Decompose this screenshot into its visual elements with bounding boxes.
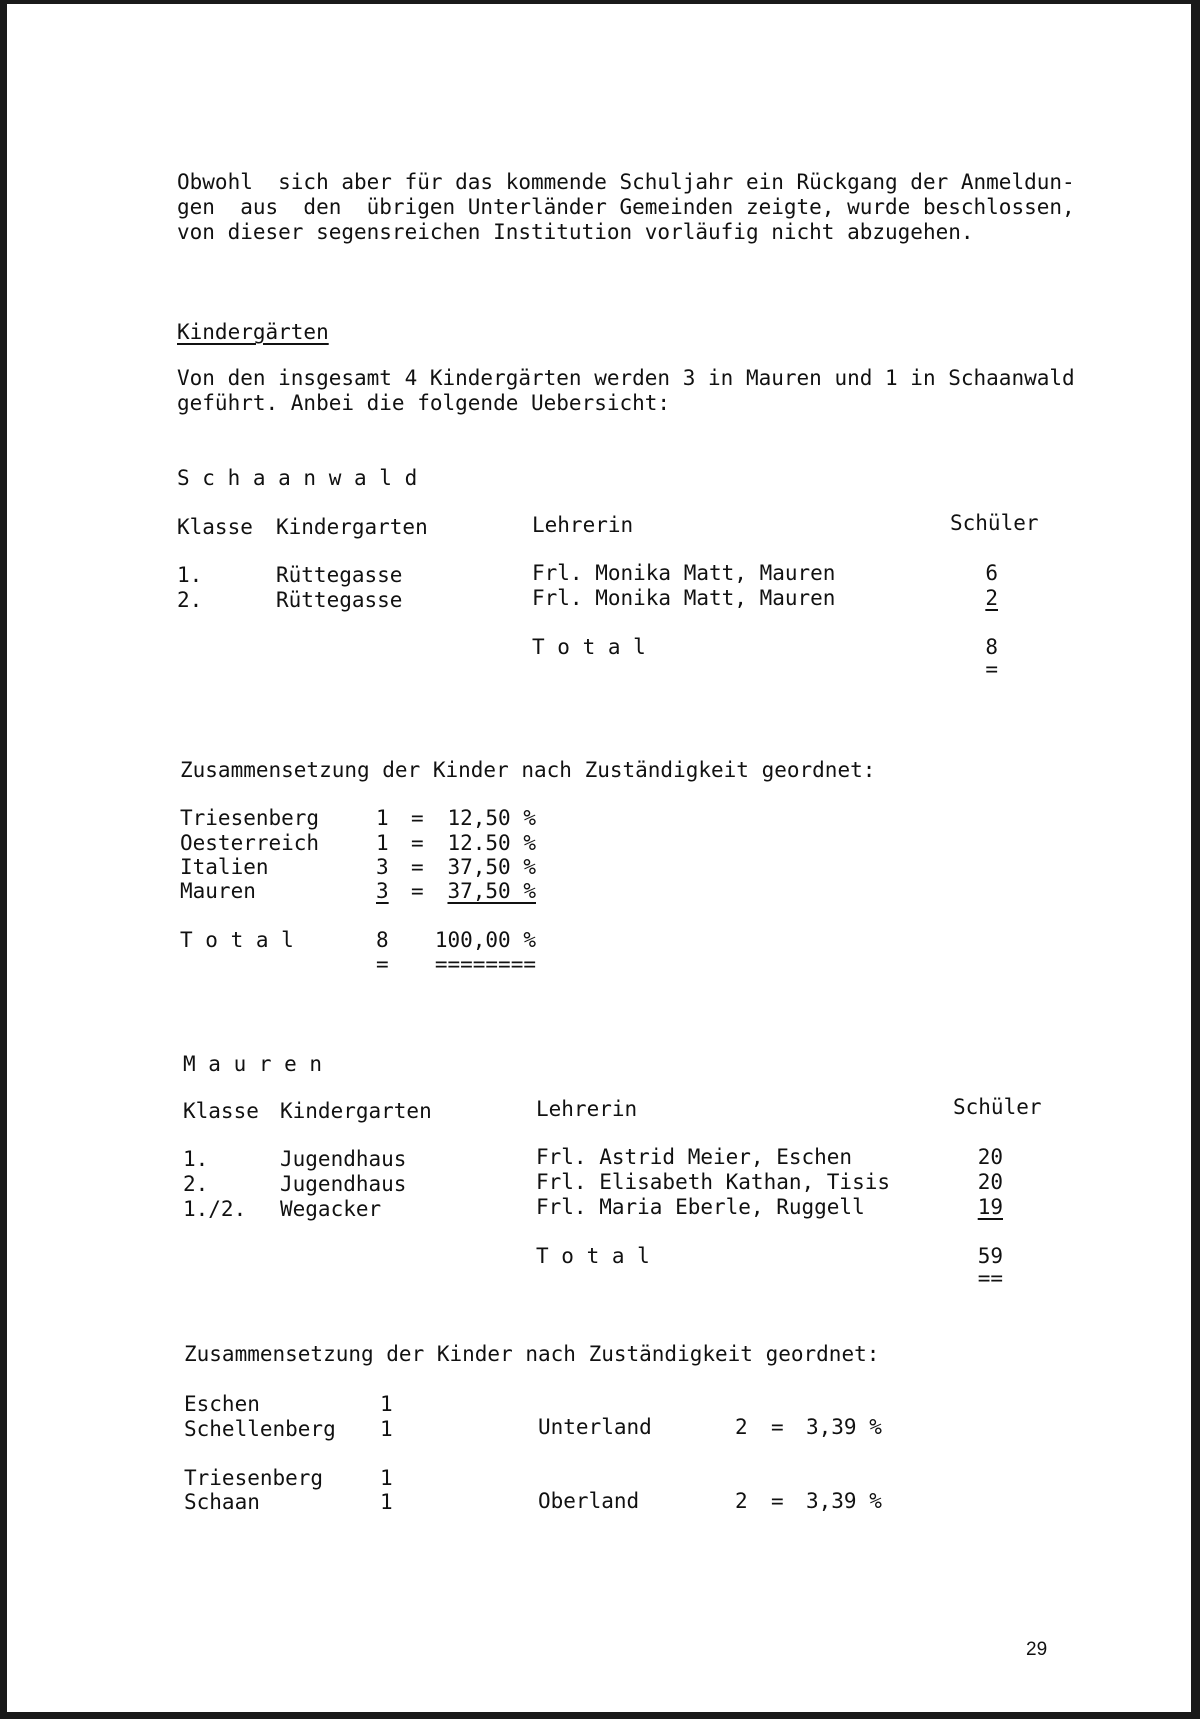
- schueler-cell: 2: [985, 586, 998, 610]
- intro-line: Obwohl sich aber für das kommende Schuljahr ein Rückgang der Anmeldun-: [177, 170, 1075, 194]
- percent-cell: 12,50 %: [447, 806, 536, 830]
- count-cell: 1: [380, 1392, 393, 1416]
- place-cell: Triesenberg: [184, 1466, 324, 1490]
- region-percent: 3,39 %: [806, 1489, 882, 1513]
- percent-cell: 12.50 %: [447, 831, 536, 855]
- intro-line: von dieser segensreichen Institution vorläufig nicht abzugehen.: [177, 220, 974, 244]
- lehrerin-cell: Frl. Elisabeth Kathan, Tisis: [536, 1170, 891, 1194]
- equals-cell: =: [411, 855, 424, 879]
- composition-heading: Zusammensetzung der Kinder nach Zuständigkeit geordnet:: [180, 758, 876, 782]
- count-cell: 1: [380, 1417, 393, 1441]
- region-count: 2: [735, 1489, 748, 1513]
- lehrerin-cell: Frl. Maria Eberle, Ruggell: [536, 1195, 865, 1219]
- klasse-cell: 2.: [183, 1172, 209, 1196]
- scan-border-bottom: [0, 1712, 1200, 1719]
- kindergarten-cell: Jugendhaus: [280, 1172, 407, 1196]
- schaanwald-header-lehrerin: Lehrerin: [532, 513, 634, 537]
- schueler-cell: 19: [977, 1195, 1003, 1219]
- mauren-header-lehrerin: Lehrerin: [536, 1097, 638, 1121]
- schaanwald-total-mark: =: [985, 657, 998, 681]
- composition-total-count: 8: [376, 928, 389, 952]
- composition-total-label: T o t a l: [180, 928, 294, 952]
- count-cell: 1: [376, 806, 389, 830]
- kindergarten-cell: Rüttegasse: [276, 588, 403, 612]
- schaanwald-total-label: T o t a l: [532, 635, 646, 659]
- place-cell: Schaan: [184, 1490, 260, 1514]
- intro-line: gen aus den übrigen Unterländer Gemeinden zeigte, wurde beschlossen,: [177, 195, 1075, 219]
- scan-border-right: [1191, 0, 1200, 1719]
- kindergarten-intro-line: geführt. Anbei die folgende Uebersicht:: [177, 391, 671, 415]
- kindergarten-cell: Jugendhaus: [280, 1147, 407, 1171]
- percent-cell: 37,50 %: [447, 879, 536, 903]
- mauren-total-mark: ==: [977, 1266, 1003, 1290]
- kindergarten-heading: Kindergärten: [177, 320, 329, 344]
- schueler-cell: 20: [977, 1145, 1003, 1169]
- schaanwald-header-kindergarten: Kindergarten: [276, 515, 428, 539]
- klasse-cell: 1./2.: [183, 1197, 247, 1221]
- klasse-cell: 1.: [177, 563, 203, 587]
- mauren-title: M a u r e n: [183, 1052, 323, 1076]
- schaanwald-header-klasse: Klasse: [177, 515, 253, 539]
- count-cell: 3: [376, 855, 389, 879]
- region-count: 2: [735, 1415, 748, 1439]
- schueler-cell: 20: [977, 1170, 1003, 1194]
- composition-total-percent-mark: ========: [434, 952, 536, 976]
- mauren-header-schueler: Schüler: [953, 1095, 1042, 1119]
- kindergarten-intro-line: Von den insgesamt 4 Kindergärten werden 3 in Mauren und 1 in Schaanwald: [177, 366, 1075, 390]
- mauren-header-kindergarten: Kindergarten: [280, 1099, 432, 1123]
- region-label: Unterland: [538, 1415, 652, 1439]
- scan-border-top: [0, 0, 1200, 4]
- place-cell: Eschen: [184, 1392, 260, 1416]
- place-cell: Schellenberg: [184, 1417, 336, 1441]
- mauren-total-label: T o t a l: [536, 1244, 650, 1268]
- equals-cell: =: [411, 831, 424, 855]
- kindergarten-cell: Wegacker: [280, 1197, 382, 1221]
- mauren-total-value: 59: [977, 1244, 1003, 1268]
- page-number: 29: [1026, 1639, 1048, 1660]
- region-percent: 3,39 %: [806, 1415, 882, 1439]
- place-cell: Oesterreich: [180, 831, 320, 855]
- mauren-header-klasse: Klasse: [183, 1099, 259, 1123]
- klasse-cell: 2.: [177, 588, 203, 612]
- percent-cell: 37,50 %: [447, 855, 536, 879]
- place-cell: Italien: [180, 855, 269, 879]
- equals-cell: =: [411, 806, 424, 830]
- kindergarten-cell: Rüttegasse: [276, 563, 403, 587]
- composition-total-count-mark: =: [376, 952, 389, 976]
- schaanwald-title: S c h a a n w a l d: [177, 466, 418, 490]
- klasse-cell: 1.: [183, 1147, 209, 1171]
- schueler-cell: 6: [985, 561, 998, 585]
- scan-border-left: [0, 0, 7, 1719]
- count-cell: 1: [380, 1490, 393, 1514]
- schaanwald-header-schueler: Schüler: [950, 511, 1039, 535]
- schaanwald-total-value: 8: [985, 635, 998, 659]
- equals-cell: =: [771, 1415, 784, 1439]
- composition-total-percent: 100,00 %: [434, 928, 536, 952]
- place-cell: Mauren: [180, 879, 256, 903]
- equals-cell: =: [411, 879, 424, 903]
- place-cell: Triesenberg: [180, 806, 320, 830]
- region-label: Oberland: [538, 1489, 640, 1513]
- composition-heading: Zusammensetzung der Kinder nach Zuständigkeit geordnet:: [184, 1342, 880, 1366]
- lehrerin-cell: Frl. Astrid Meier, Eschen: [536, 1145, 853, 1169]
- count-cell: 3: [376, 879, 389, 903]
- lehrerin-cell: Frl. Monika Matt, Mauren: [532, 561, 836, 585]
- count-cell: 1: [376, 831, 389, 855]
- count-cell: 1: [380, 1466, 393, 1490]
- equals-cell: =: [771, 1489, 784, 1513]
- lehrerin-cell: Frl. Monika Matt, Mauren: [532, 586, 836, 610]
